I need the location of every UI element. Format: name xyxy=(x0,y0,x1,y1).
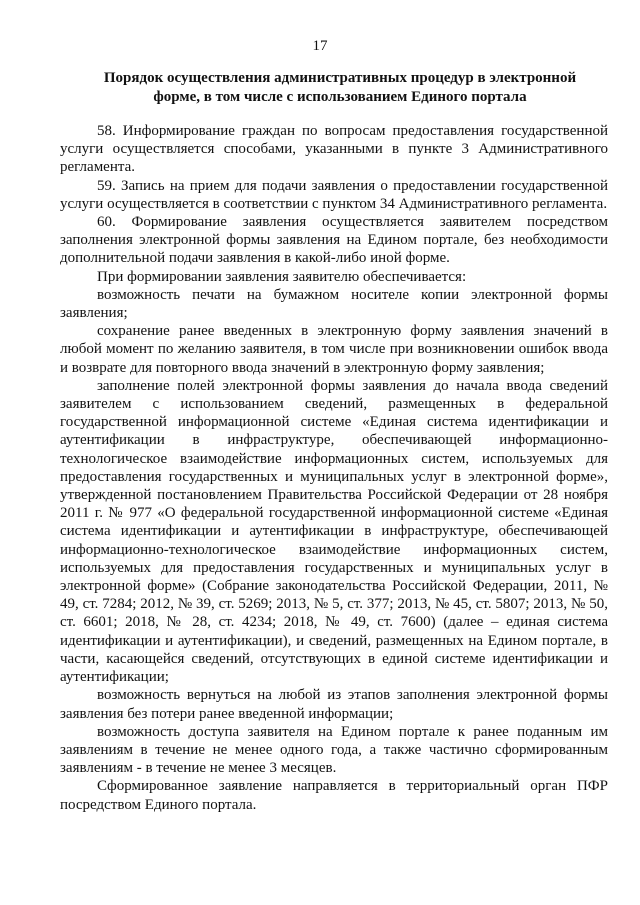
list-item-print: возможность печати на бумажном носителе копии электронной формы заявления; xyxy=(60,286,608,322)
list-item-return-to-step: возможность вернуться на любой из этапов заполнения электронной формы заявления без потери ранее введенной информации; xyxy=(60,687,608,722)
list-item-save-values: сохранение ранее введенных в электронную форму заявления значений в любой момент по желанию заявителя, в том числе при возникновении ошибок ввода и возврате для повторного ввода значений в электронную форму заявления; xyxy=(60,323,608,376)
body-text xyxy=(60,122,608,814)
page-number: 17 xyxy=(312,38,328,54)
list-item-access-submitted: возможность доступа заявителя на Едином портале к ранее поданным им заявлениям в течение не менее одного года, а также частично сформированным заявлениям - в течение не менее 3 месяцев. xyxy=(60,723,608,777)
paragraph-submission: Сформированное заявление направляется в территориальный орган ПФР посредством Единого портала. xyxy=(60,778,608,813)
paragraph-58: 58. Информирование граждан по вопросам предоставления государственной услуги осуществляется способами, указанными в пункте 3 Административного регламента. xyxy=(60,123,608,176)
list-item-autofill: заполнение полей электронной формы заявления до начала ввода сведений заявителем с использованием сведений, размещенных в федеральной государственной информационной системе «Единая система идентификации и аутентификации в инфраструктуре, обеспечивающей информационно-технологическое взаимодействие информационных систем, используемых для предоставления государственных и муниципальных услуг в электронной форме», утвержденной постановлением Правительства Российской Федерации от 28 ноября 2011 г. № 977 «О федеральной государственной информационной системе «Единая система идентификации и аутентификации в инфраструктуре, обеспечивающей информационно-технологическое взаимодействие информационных систем, используемых для предоставления государственных и муниципальных услуг в электронной форме» (Собрание законодательства Российской Федерации, 2011, № 49, ст. 7284; 2012, № 39, ст. 5269; 2013, № 5, ст. 377; 2013, № 45, ст. 5807; 2013, № 50, ст. 6601; 2018, № 28, ст. 4234; 2018, № 49, ст. 7600) (далее – единая система идентификации и аутентификации), и сведений, размещенных на Едином портале, в части, касающейся сведений, отсутствующих в единой системе идентификации и аутентификации; xyxy=(60,377,608,686)
paragraph-60: 60. Формирование заявления осуществляется заявителем посредством заполнения электронной формы заявления на Едином портале, без необходимости дополнительной подачи заявления в какой-либо иной форме. xyxy=(60,214,608,267)
paragraph-provisions-intro: При формировании заявления заявителю обеспечивается: xyxy=(97,268,467,285)
section-heading-line-2: форме, в том числе с использованием Единого портала xyxy=(153,89,527,105)
paragraph-59: 59. Запись на прием для подачи заявления о предоставлении государственной услуги осуществляется в соответствии с пунктом 34 Административного регламента. xyxy=(60,177,608,212)
section-heading xyxy=(80,69,600,107)
section-heading-line-1: Порядок осуществления административных процедур в электронной xyxy=(103,70,577,86)
